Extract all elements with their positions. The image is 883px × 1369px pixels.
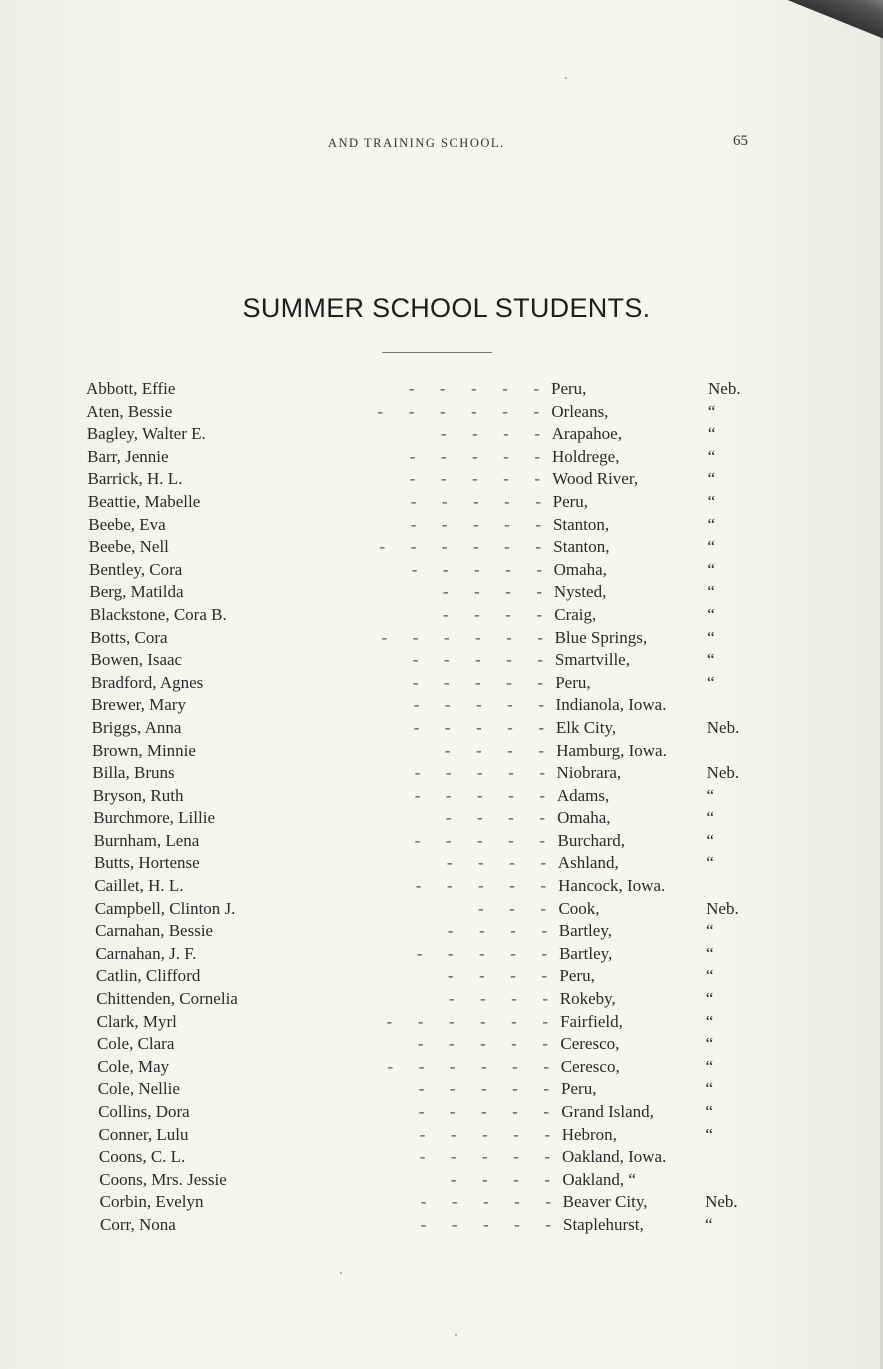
dot-leader: - - - - - -	[377, 401, 539, 421]
student-state: Neb.	[706, 717, 740, 737]
student-hometown: Fairfield,	[560, 1011, 623, 1031]
student-name: Corbin, Evelyn	[99, 1192, 204, 1212]
student-hometown: Stanton,	[553, 537, 610, 557]
student-name: Beebe, Eva	[88, 514, 166, 534]
table-row	[0, 852, 883, 875]
student-state: “	[707, 446, 716, 466]
dot-leader: - - - -	[446, 853, 546, 873]
student-hometown: Hancock, Iowa.	[558, 876, 666, 896]
student-state: “	[707, 650, 715, 670]
dot-leader: - - - -	[442, 582, 542, 602]
table-row	[0, 559, 883, 582]
dot-leader: - - - - -	[410, 514, 541, 534]
student-state: “	[707, 401, 716, 421]
student-name: Campbell, Clinton J.	[94, 898, 236, 918]
student-state: “	[705, 1214, 713, 1234]
dot-leader: - - - -	[444, 740, 544, 760]
student-hometown: Oakland, Iowa.	[562, 1147, 667, 1167]
student-name: Burnham, Lena	[93, 830, 200, 850]
scan-speck	[340, 1272, 342, 1274]
student-name: Bentley, Cora	[89, 559, 183, 579]
student-state: “	[705, 1034, 714, 1054]
dot-leader: - - - - -	[420, 1214, 551, 1234]
table-row	[0, 1214, 883, 1237]
student-hometown: Bartley,	[559, 943, 613, 963]
student-name: Butts, Hortense	[93, 853, 200, 873]
student-hometown: Hebron,	[561, 1124, 617, 1144]
scan-speck	[565, 77, 567, 79]
dot-leader: - - - - - -	[381, 627, 543, 647]
student-hometown: Adams,	[556, 785, 610, 805]
dot-leader: - - - -	[447, 966, 547, 986]
student-roster	[0, 378, 883, 1237]
table-row	[0, 1124, 883, 1147]
dot-leader: - - - - -	[417, 1034, 548, 1054]
table-row	[0, 604, 883, 627]
student-hometown: Smartville,	[554, 650, 630, 670]
table-row	[0, 1191, 883, 1214]
page-number: 65	[733, 133, 748, 149]
student-name: Bryson, Ruth	[92, 785, 184, 805]
dot-leader: - - - - -	[409, 446, 540, 466]
student-hometown: Oakland, “	[562, 1169, 636, 1189]
table-row	[0, 988, 883, 1011]
dot-leader: - - - - -	[412, 672, 543, 692]
dot-leader: - - - - -	[418, 1079, 549, 1099]
student-state: “	[706, 853, 714, 873]
student-state: “	[706, 672, 715, 692]
dot-leader: - - - -	[447, 921, 547, 941]
student-state: “	[707, 424, 716, 444]
table-row	[0, 762, 883, 785]
dot-leader: - - - -	[440, 424, 540, 444]
student-hometown: Burchard,	[557, 830, 625, 850]
student-state: “	[707, 537, 715, 557]
student-name: Burchmore, Lillie	[93, 808, 215, 828]
student-hometown: Elk City,	[555, 717, 617, 737]
table-row	[0, 717, 883, 740]
table-row	[0, 423, 883, 446]
dot-leader: - - - - -	[416, 943, 547, 963]
dot-leader: - - - -	[448, 989, 548, 1009]
student-hometown: Indianola, Iowa.	[555, 695, 667, 715]
student-state: “	[707, 491, 716, 511]
student-name: Brown, Minnie	[92, 740, 196, 760]
student-name: Caillet, H. L.	[94, 876, 184, 896]
scan-corner-shadow	[787, 0, 883, 120]
dot-leader: - - - - -	[412, 650, 543, 670]
student-hometown: Omaha,	[557, 808, 611, 828]
table-row	[0, 401, 883, 424]
student-name: Corr, Nona	[100, 1214, 176, 1234]
student-name: Cole, May	[97, 1056, 170, 1076]
dot-leader: - - - - -	[413, 695, 544, 715]
student-name: Chittenden, Cornelia	[96, 989, 238, 1009]
student-name: Berg, Matilda	[89, 582, 184, 602]
student-state: “	[705, 1011, 714, 1031]
student-hometown: Staplehurst,	[563, 1214, 644, 1234]
student-state: Neb.	[708, 379, 741, 398]
dot-leader: - - - - - -	[379, 537, 541, 557]
student-name: Briggs, Anna	[91, 717, 182, 737]
table-row	[0, 1078, 883, 1101]
student-name: Carnahan, Bessie	[95, 921, 214, 941]
dot-leader: - - - - -	[419, 1147, 550, 1167]
dot-leader: - - - - -	[411, 559, 542, 579]
student-hometown: Nysted,	[553, 582, 607, 602]
student-state: “	[705, 1079, 714, 1099]
student-hometown: Cook,	[558, 898, 600, 918]
table-row	[0, 491, 883, 514]
student-name: Cole, Nellie	[97, 1079, 180, 1099]
student-name: Coons, Mrs. Jessie	[99, 1169, 227, 1189]
student-state: “	[705, 1124, 713, 1144]
student-hometown: Peru,	[552, 491, 589, 511]
table-row	[0, 920, 883, 943]
dot-leader: - - - - -	[408, 379, 539, 398]
student-hometown: Bartley,	[558, 921, 612, 941]
student-name: Brewer, Mary	[91, 695, 186, 715]
dot-leader: - - - -	[445, 808, 545, 828]
student-name: Bradford, Agnes	[90, 672, 204, 692]
student-name: Bagley, Walter E.	[86, 424, 206, 444]
student-state: “	[707, 604, 715, 624]
table-row	[0, 1146, 883, 1169]
title-rule	[382, 352, 492, 353]
student-name: Barr, Jennie	[87, 446, 169, 466]
student-hometown: Arapahoe,	[551, 424, 622, 444]
table-row	[0, 830, 883, 853]
dot-leader: - - - - - -	[387, 1056, 549, 1076]
scan-speck	[455, 1334, 457, 1336]
student-hometown: Grand Island,	[561, 1102, 654, 1121]
table-row	[0, 785, 883, 808]
dot-leader: - - - -	[442, 604, 542, 624]
section-title: SUMMER SCHOOL STUDENTS.	[242, 293, 651, 323]
dot-leader: - - -	[478, 898, 546, 918]
student-hometown: Holdrege,	[551, 446, 620, 466]
table-row	[0, 468, 883, 491]
student-hometown: Peru,	[555, 672, 591, 692]
table-row	[0, 1033, 883, 1056]
table-row	[0, 807, 883, 830]
student-hometown: Beaver City,	[562, 1192, 648, 1212]
table-row	[0, 1056, 883, 1079]
student-hometown: Niobrara,	[556, 763, 622, 783]
table-row	[0, 875, 883, 898]
table-row	[0, 1169, 883, 1192]
dot-leader: - - - - -	[419, 1124, 550, 1144]
student-name: Cole, Clara	[96, 1034, 175, 1054]
student-state: Neb.	[706, 898, 739, 918]
table-row	[0, 581, 883, 604]
student-name: Aten, Bessie	[86, 401, 173, 421]
student-name: Clark, Myrl	[96, 1011, 177, 1031]
student-hometown: Peru,	[561, 1079, 597, 1099]
student-name: Beebe, Nell	[88, 537, 169, 557]
student-state: “	[707, 469, 716, 489]
dot-leader: - - - - -	[414, 830, 545, 850]
dot-leader: - - - - -	[420, 1192, 551, 1212]
student-state: “	[705, 1056, 714, 1076]
student-name: Conner, Lulu	[98, 1124, 189, 1144]
student-state: “	[707, 627, 715, 647]
student-hometown: Peru,	[559, 966, 595, 986]
table-row	[0, 898, 883, 921]
student-state: “	[705, 943, 714, 963]
table-row	[0, 514, 883, 537]
student-name: Collins, Dora	[98, 1102, 190, 1121]
student-state: Neb.	[706, 763, 740, 783]
student-name: Barrick, H. L.	[87, 469, 183, 489]
student-state: “	[705, 966, 714, 986]
table-row	[0, 446, 883, 469]
student-state: “	[705, 1102, 713, 1121]
dot-leader: - - - -	[450, 1169, 550, 1189]
student-name: Bowen, Isaac	[90, 650, 183, 670]
dot-leader: - - - - -	[415, 876, 546, 896]
student-hometown: Ceresco,	[560, 1034, 620, 1054]
student-hometown: Blue Springs,	[554, 627, 648, 647]
student-state: “	[705, 989, 714, 1009]
dot-leader: - - - - -	[410, 491, 541, 511]
student-hometown: Rokeby,	[559, 989, 616, 1009]
student-hometown: Wood River,	[552, 469, 639, 489]
dot-leader: - - - - - -	[386, 1011, 548, 1031]
student-state: “	[707, 514, 716, 534]
table-row	[0, 672, 883, 695]
table-row	[0, 1011, 883, 1034]
student-hometown: Orleans,	[551, 401, 609, 421]
student-hometown: Hamburg, Iowa.	[556, 740, 667, 760]
student-state: “	[706, 921, 714, 941]
dot-leader: - - - - -	[414, 785, 545, 805]
student-hometown: Ceresco,	[560, 1056, 620, 1076]
table-row	[0, 740, 883, 763]
student-name: Botts, Cora	[90, 627, 168, 647]
student-state: “	[707, 559, 715, 579]
dot-leader: - - - - -	[413, 717, 544, 737]
student-name: Billa, Bruns	[92, 763, 175, 783]
table-row	[0, 536, 883, 559]
table-row	[0, 378, 883, 401]
student-hometown: Peru,	[551, 379, 587, 398]
student-hometown: Craig,	[554, 604, 597, 624]
student-hometown: Stanton,	[552, 514, 610, 534]
dot-leader: - - - - -	[409, 469, 540, 489]
table-row	[0, 649, 883, 672]
student-name: Blackstone, Cora B.	[89, 604, 227, 624]
table-row	[0, 943, 883, 966]
student-state: “	[706, 785, 715, 805]
student-name: Coons, C. L.	[98, 1147, 186, 1167]
student-hometown: Omaha,	[553, 559, 607, 579]
dot-leader: - - - - -	[414, 763, 545, 783]
student-state: “	[706, 830, 714, 850]
table-row	[0, 965, 883, 988]
student-name: Catlin, Clifford	[95, 966, 201, 986]
student-state: Neb.	[705, 1192, 738, 1212]
dot-leader: - - - - -	[418, 1102, 549, 1121]
student-state: “	[707, 582, 715, 602]
student-hometown: Ashland,	[557, 853, 619, 873]
table-row	[0, 694, 883, 717]
table-row	[0, 627, 883, 650]
student-state: “	[706, 808, 714, 828]
student-name: Carnahan, J. F.	[95, 943, 197, 963]
student-name: Abbott, Effie	[86, 379, 176, 398]
table-row	[0, 1101, 883, 1124]
running-head: AND TRAINING SCHOOL.	[328, 136, 505, 150]
student-name: Beattie, Mabelle	[87, 491, 201, 511]
